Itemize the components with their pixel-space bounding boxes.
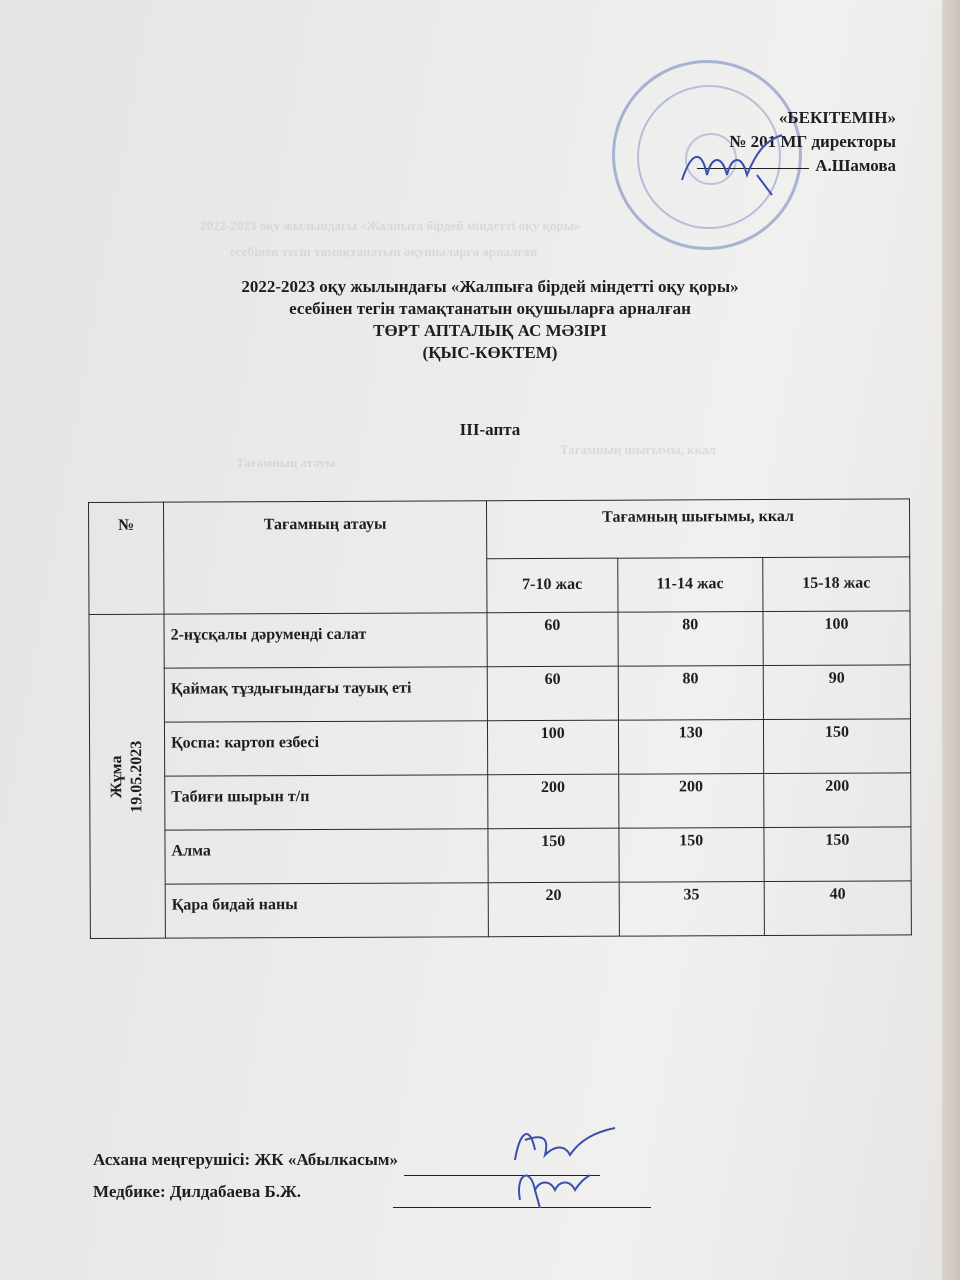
table-row [90,827,911,885]
table-row [89,665,910,723]
page-edge-shadow [942,0,960,1280]
kcal-15-18: 90 [763,665,910,720]
title-line-2: есебінен тегін тамақтанатын оқушыларға арналған [289,299,691,318]
table-row [90,773,911,831]
show-through-text: Тағамның шығымы, ккал [560,442,716,457]
kcal-11-14: 150 [618,828,764,883]
header-age-7-10: 7-10 жас [487,558,618,613]
week-label: ІІІ-апта [459,420,521,439]
kcal-11-14: 35 [619,882,765,937]
kcal-11-14: 130 [618,720,764,775]
dish-name: Табиғи шырын т/п [165,775,488,830]
kcal-15-18: 100 [763,611,910,666]
header-output-kcal: Тағамның шығымы, ккал [486,499,909,558]
dish-name: Қара бидай наны [165,883,488,938]
kcal-15-18: 150 [763,719,910,774]
kcal-7-10: 200 [488,774,619,829]
document-title [0,276,960,364]
table-row [90,881,911,939]
title-line-1: 2022-2023 оқу жылындағы «Жалпыға бірдей міндетті оқу қоры» [241,277,739,296]
kcal-15-18: 200 [764,773,911,828]
kcal-15-18: 150 [764,827,911,882]
kcal-11-14: 80 [618,612,764,667]
header-dish-name: Тағамның атауы [164,501,487,614]
table-row [89,719,910,777]
header-age-11-14: 11-14 жас [617,557,763,612]
kcal-7-10: 60 [487,666,618,721]
kcal-7-10: 60 [487,612,618,667]
day-cell [89,614,165,938]
approval-heading: «БЕКІТЕМІН» [778,108,896,127]
dish-name: Қаймақ тұздығындағы тауық еті [164,667,487,722]
dish-name: Қоспа: картоп езбесі [164,721,487,776]
canteen-manager-label: Асхана меңгерушісі: ЖК «Абылкасым» [93,1150,398,1169]
director-signature [672,130,792,200]
nurse-signature [505,1160,595,1210]
dish-name: 2-нұсқалы дәруменді салат [164,613,487,668]
table-row [89,611,910,669]
header-age-15-18: 15-18 жас [763,557,910,612]
header-number: № [89,502,164,614]
kcal-15-18: 40 [764,881,911,936]
show-through-text: Тағамның атауы [236,455,336,470]
title-line-3: ТӨРТ АПТАЛЫҚ АС МӘЗІРІ [373,321,607,340]
day-date: 19.05.2023 [128,740,146,813]
approval-position: № 201 МГ директоры [729,132,896,151]
kcal-7-10: 20 [488,882,619,937]
kcal-7-10: 150 [488,828,619,883]
kcal-11-14: 200 [618,774,764,829]
show-through-text: есебінен тегін тамақтанатын оқушыларға арналған [230,244,538,259]
director-name: А.Шамова [815,156,896,175]
title-line-4: (ҚЫС-КӨКТЕМ) [422,343,558,362]
menu-table [88,498,912,939]
dish-name: Алма [165,829,488,884]
nurse-label: Медбике: Дилдабаева Б.Ж. [93,1182,302,1201]
show-through-text: 2022-2023 оқу жылындағы «Жалпыға бірдей міндетті оқу қоры» [200,218,581,233]
kcal-7-10: 100 [487,720,618,775]
day-weekday: Жұма [108,755,126,798]
kcal-11-14: 80 [618,666,764,721]
